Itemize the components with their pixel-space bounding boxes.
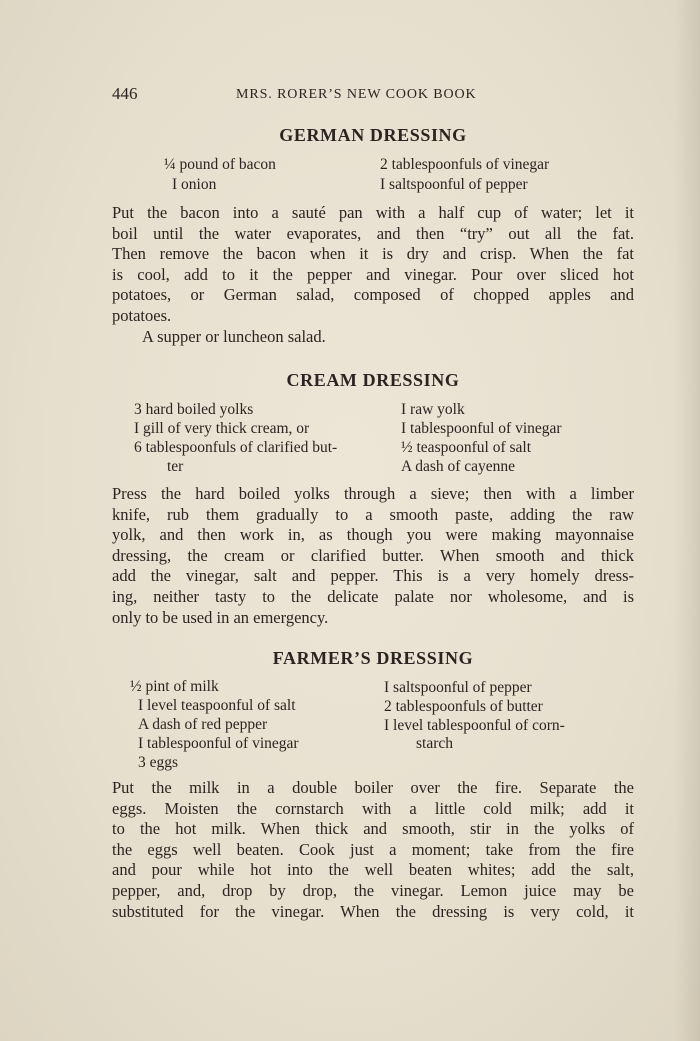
ingredient: I onion <box>172 176 217 193</box>
section-title-german-dressing: GERMAN DRESSING <box>279 125 467 145</box>
text-line: dressing, the cream or clarified butter. When smooth and thick <box>112 545 634 565</box>
section-title-cream-dressing: CREAM DRESSING <box>286 370 460 390</box>
text-line: Press the hard boiled yolks through a sieve; then with a limber <box>112 484 634 503</box>
ingredient: 2 tablespoonfuls of vinegar <box>380 156 550 173</box>
ingredient: I saltspoonful of pepper <box>384 679 532 696</box>
page-edge-shadow <box>674 0 700 1041</box>
text-line: is cool, add to it the pepper and vinegar. Pour over sliced hot <box>112 264 634 284</box>
text-line: the eggs well beaten. Cook just a moment; take from the fire <box>112 839 634 859</box>
page-header <box>112 84 632 108</box>
ingredient: I tablespoonful of vinegar <box>401 420 562 437</box>
ingredient: I level teaspoonful of salt <box>138 697 296 714</box>
text-line: eggs. Moisten the cornstarch with a little cold milk; add it <box>112 798 634 818</box>
ingredient: I tablespoonful of vinegar <box>138 735 299 752</box>
running-title: MRS. RORER’S NEW COOK BOOK <box>236 87 477 102</box>
ingredient: ¼ pound of bacon <box>164 156 276 173</box>
text-line: potatoes. <box>112 305 172 325</box>
paragraph <box>112 203 634 347</box>
ingredient: A dash of cayenne <box>401 458 516 475</box>
text-line: Put the milk in a double boiler over the fire. Separate the <box>112 778 634 797</box>
text-line: A supper or luncheon salad. <box>142 326 326 346</box>
ingredient: 2 tablespoonfuls of butter <box>384 698 543 715</box>
ingredient: ter <box>167 458 184 475</box>
ingredient: I level tablespoonful of corn- <box>384 717 565 734</box>
text-line: yolk, and then work in, as though you were making mayonnaise <box>112 525 634 545</box>
text-line: ing, neither tasty to the delicate palate nor wholesome, and is <box>112 586 634 606</box>
text-line: Put the bacon into a sauté pan with a half cup of water; let it <box>112 203 634 222</box>
ingredient: I saltspoonful of pepper <box>380 176 528 193</box>
ingredient: ½ pint of milk <box>130 678 219 695</box>
text-line: add the vinegar, salt and pepper. This is a very homely dress- <box>112 566 634 586</box>
ingredient: ½ teaspoonful of salt <box>401 439 532 456</box>
text-line: boil until the water evaporates, and then “try” out all the fat. <box>112 223 634 243</box>
text-line: Then remove the bacon when it is dry and crisp. When the fat <box>112 244 634 264</box>
ingredient: 6 tablespoonfuls of clarified but- <box>134 439 338 456</box>
text-line: substituted for the vinegar. When the dressing is very cold, it <box>112 901 634 921</box>
section-title-farmers-dressing: FARMER’S DRESSING <box>272 648 474 668</box>
ingredient: I raw yolk <box>401 401 465 418</box>
ingredient: A dash of red pepper <box>138 716 268 733</box>
text-line: knife, rub them gradually to a smooth paste, adding the raw <box>112 504 634 524</box>
paragraph <box>112 484 634 628</box>
ingredient: I gill of very thick cream, or <box>134 420 310 437</box>
text-line: and pour while hot into the well beaten whites; add the salt, <box>112 860 634 880</box>
paragraph <box>112 778 634 922</box>
ingredient: 3 hard boiled yolks <box>134 401 254 418</box>
text-line: to the hot milk. When thick and smooth, stir in the yolks of <box>112 819 634 839</box>
ingredient: 3 eggs <box>138 754 179 771</box>
text-line: only to be used in an emergency. <box>112 607 329 627</box>
text-line: potatoes, or German salad, composed of chopped apples and <box>112 285 634 305</box>
page-number: 446 <box>112 84 138 103</box>
ingredient: starch <box>416 735 454 752</box>
text-line: pepper, and, drop by drop, the vinegar. Lemon juice may be <box>112 880 634 900</box>
